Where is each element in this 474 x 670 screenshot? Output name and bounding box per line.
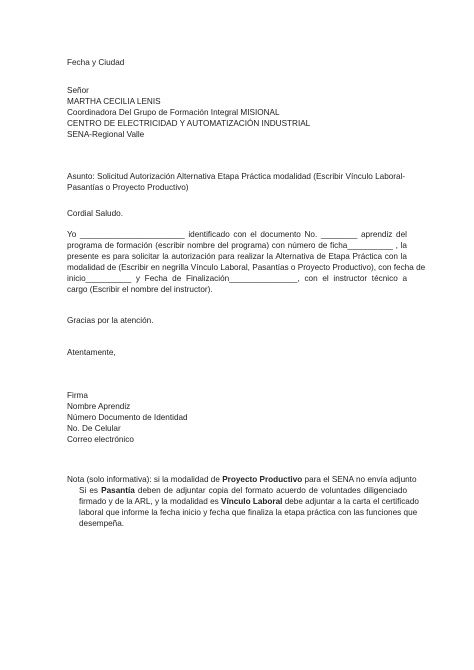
thanks-block [67,315,407,326]
greeting: Cordial Saludo. [67,209,123,218]
note-bold-proyecto: Proyecto Productivo [222,475,303,484]
note-line-2: Si es Pasantía deben de adjuntar copia del formato acuerdo de voluntades diligenciado [79,486,407,495]
date-city: Fecha y Ciudad [67,58,125,67]
note-line-5: desempeña. [79,519,125,528]
signature-name: Nombre Aprendiz [67,402,131,411]
body-line: inicio__________ y Fecha de Finalización_______________, con el instructor técnico a [67,274,407,283]
recipient-center: CENTRO DE ELECTRICIDAD Y AUTOMATIZACIÓN INDUSTRIAL [67,119,311,128]
note-bold-pasantia: Pasantía [101,486,135,495]
note-bold-vinculo: Vínculo Laboral [221,497,283,506]
signature-document: Número Documento de Identidad [67,413,188,422]
note-line-4: laboral que informe la fecha inicio y fecha que finaliza la etapa práctica con las funciones que [79,508,418,517]
subject-block [67,171,407,193]
note-paragraph [67,474,419,529]
recipient-block [67,85,407,140]
body-line: presente es para solicitar la autorización para realizar la Alternativa de Etapa Práctica con la [67,252,407,261]
subject-line-2: Pasantías o Proyecto Productivo) [67,183,189,192]
signature-block [67,390,407,445]
note-line-1: Nota (solo informativa): si la modalidad de Proyecto Productivo para el SENA no envía adjunto [67,475,417,484]
signature-firma: Firma [67,391,88,400]
signature-phone: No. De Celular [67,424,121,433]
closing-text: Atentamente, [67,348,116,357]
body-line: programa de formación (escribir nombre del programa) con número de ficha__________ , la [67,241,407,250]
date-city-block [67,57,407,68]
recipient-regional: SENA-Regional Valle [67,130,145,139]
body-line: modalidad de (Escribir en negrilla Vínculo Laboral, Pasantías o Proyecto Productivo), con fecha de [67,263,426,272]
subject-line-1: Asunto: Solicitud Autorización Alternativa Etapa Práctica modalidad (Escribir Vínculo Laboral- [67,172,406,181]
body-line: Yo _______________________ identificado con el documento No. ________ aprendiz del [67,230,407,239]
body-paragraph [67,229,426,295]
thanks-text: Gracias por la atención. [67,316,154,325]
note-line-3: firmado y de la ARL, y la modalidad es Vínculo Laboral debe adjuntar a la carta el certificado [79,497,419,506]
signature-email: Correo electrónico [67,435,134,444]
recipient-role: Coordinadora Del Grupo de Formación Integral MISIONAL [67,108,280,117]
greeting-block [67,208,407,219]
body-line: cargo (Escribir el nombre del instructor). [67,285,213,294]
closing-block [67,347,407,358]
recipient-salutation: Señor [67,86,89,95]
recipient-name: MARTHA CECILIA LENIS [67,97,161,106]
